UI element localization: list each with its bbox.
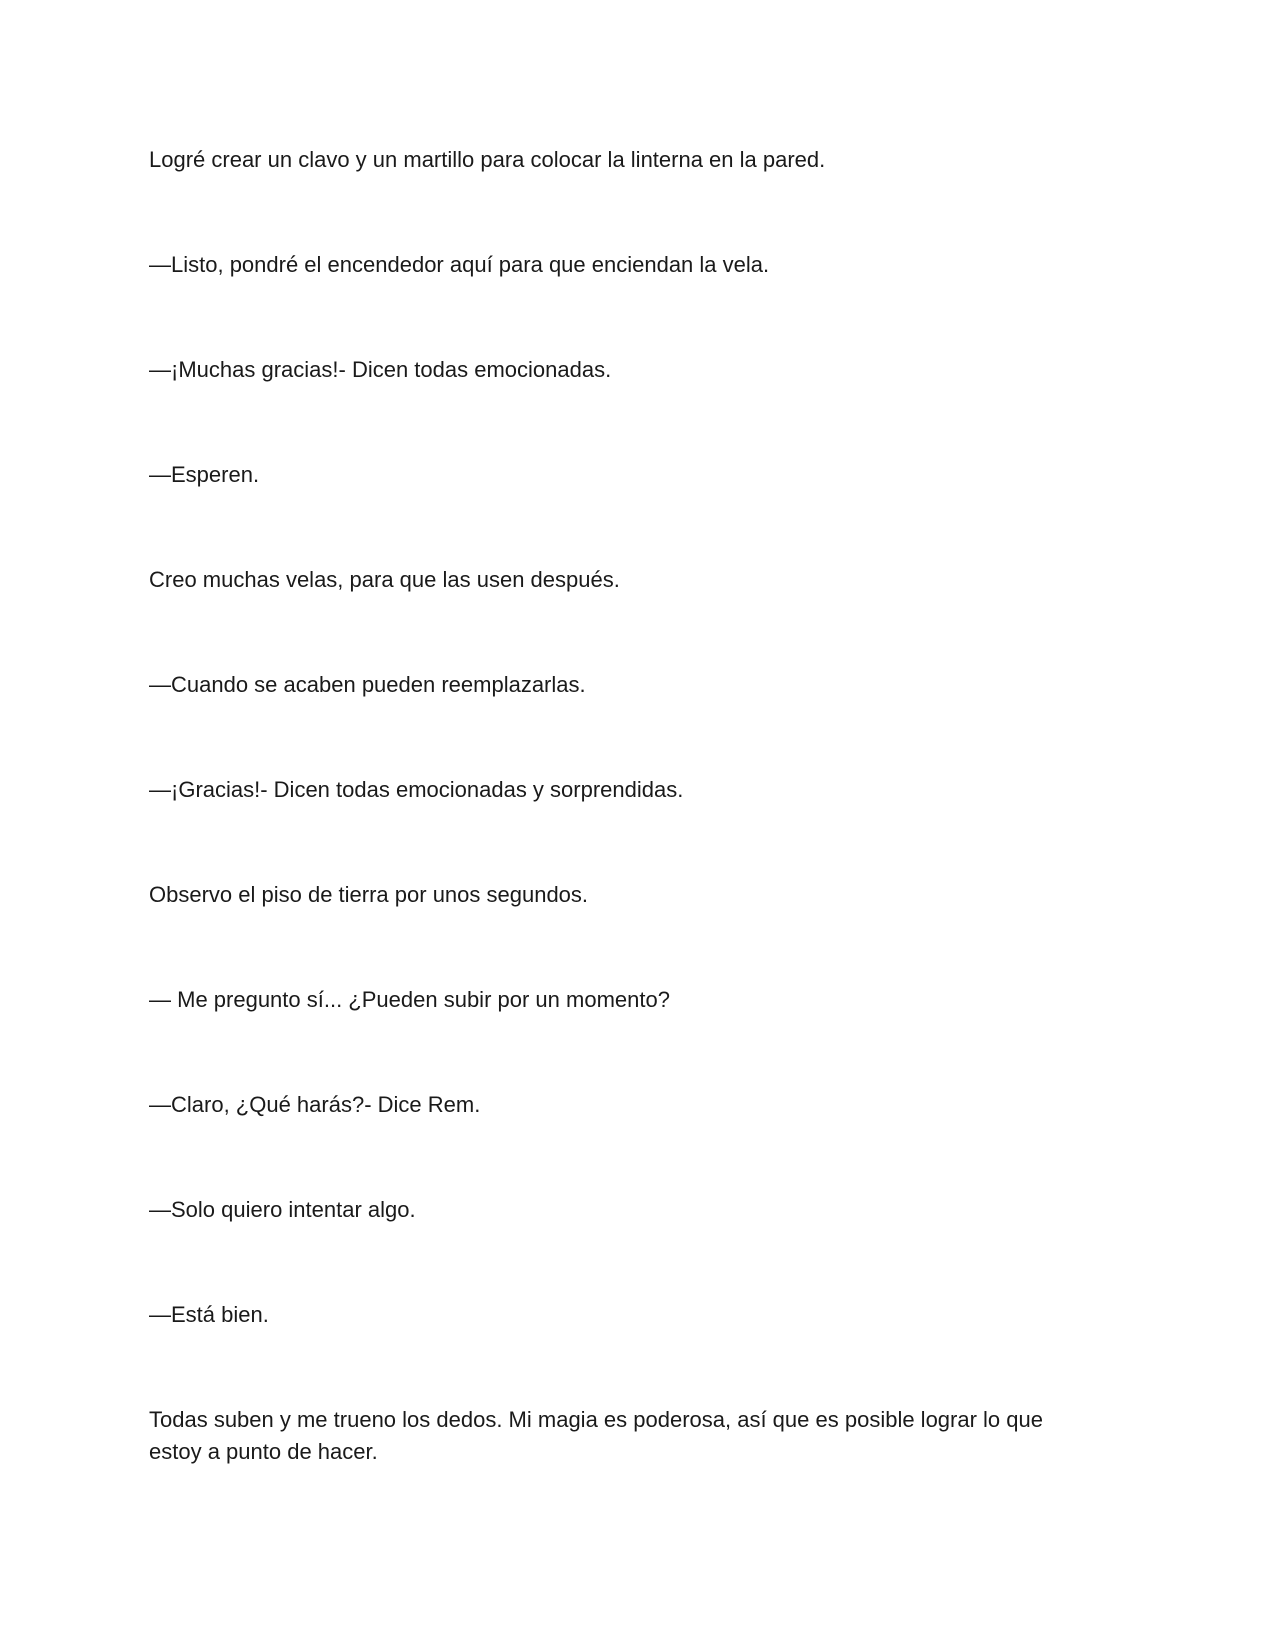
paragraph: —Solo quiero intentar algo. — [149, 1197, 416, 1222]
paragraph: —Listo, pondré el encendedor aquí para que enciendan la vela. — [149, 252, 770, 277]
paragraph: —¡Gracias!- Dicen todas emocionadas y sorprendidas. — [149, 777, 684, 802]
paragraph: Logré crear un clavo y un martillo para colocar la linterna en la pared. — [149, 147, 826, 172]
paragraph: Todas suben y me trueno los dedos. Mi magia es poderosa, así que es posible lograr lo que estoy a punto de hacer. — [149, 1407, 1043, 1464]
paragraph: —Está bien. — [149, 1302, 269, 1327]
paragraph: —Esperen. — [149, 462, 260, 487]
paragraph: —¡Muchas gracias!- Dicen todas emocionadas. — [149, 357, 612, 382]
paragraph: — Me pregunto sí... ¿Pueden subir por un momento? — [149, 987, 670, 1012]
paragraph: —Claro, ¿Qué harás?- Dice Rem. — [149, 1092, 481, 1117]
paragraph: Observo el piso de tierra por unos segundos. — [149, 882, 589, 907]
paragraph: —Cuando se acaben pueden reemplazarlas. — [149, 672, 586, 697]
paragraph: Creo muchas velas, para que las usen después. — [149, 567, 620, 592]
document-body — [149, 144, 1089, 1468]
